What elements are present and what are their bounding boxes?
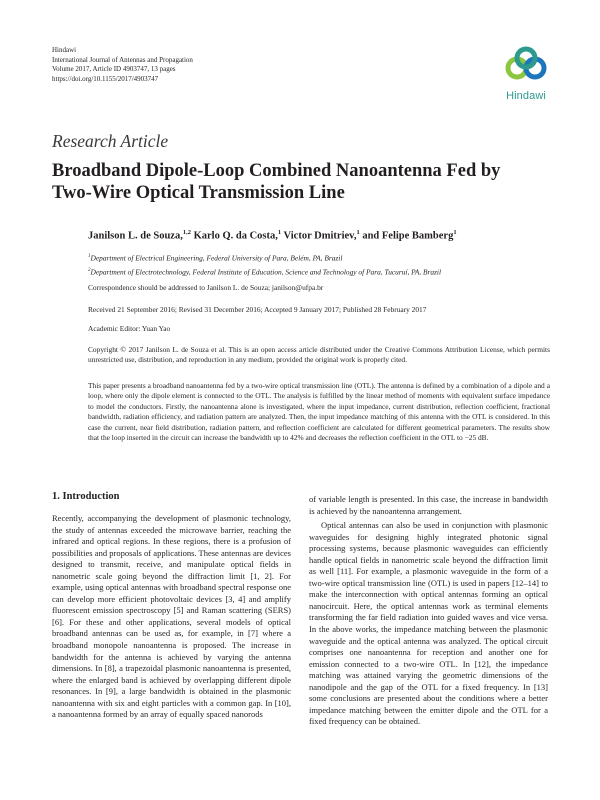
paragraph: Recently, accompanying the development of plasmonic technology, the study of antennas exceeded the microwave barrier, reaching the infrared and optical regions. In these regions, there is a profusion of possibilities and proposals of applications. These antennas are devices designed to transmit, receive, and manipulate optical fields in nanometric scale going beyond the diffraction limit [1, 2]. For example, using optical antennas with broadband spectral response one can develop more efficient photovoltaic devices [3, 4] and amplify fluorescent emission spectroscopy [5] and Raman scattering (SERS) [6]. For these and other applications, several models of optical broadband antennas can be used as, for example, in [7] where a broadband monopole nanoantenna is proposed. The increase in bandwidth for the antenna is achieved by varying the antenna dimensions. In [8], a trapezoidal plasmonic nanoantenna is presented, where the enlarged band is achieved by overlapping different dipole resonances. In [9], a large bandwidth is obtained in the plasmonic nanoantenna with six and eight particles with a common gap. In [10], a nanoantenna formed by an array of equally spaced nanorods bbox=[52, 513, 291, 720]
author-affiliation-mark: 1 bbox=[277, 229, 282, 236]
hindawi-logo-text: Hindawi bbox=[506, 90, 546, 102]
academic-editor: Academic Editor: Yuan Yao bbox=[88, 324, 171, 333]
title-line-2: Two-Wire Optical Transmission Line bbox=[52, 183, 345, 203]
affiliation-mark: 1 bbox=[88, 254, 91, 259]
affiliation-1 bbox=[88, 251, 548, 265]
volume-info: Volume 2017, Article ID 4903747, 13 pages bbox=[52, 65, 176, 74]
author-affiliation-mark: 1 bbox=[453, 229, 457, 236]
affiliation-text: Department of Electrotechnology, Federal Institute of Education, Science and Technology of Para, Tucuruí, PA, Brazil bbox=[90, 267, 442, 277]
correspondence: Correspondence should be addressed to Janilson L. de Souza; janilson@ufpa.br bbox=[88, 283, 324, 292]
journal-info bbox=[52, 46, 193, 84]
abstract: This paper presents a broadband nanoantenna fed by a two-wire optical transmission line (OTL). The antenna is defined by a combination of a dipole and a loop, where only the dipole element is connected to the OTL. The analysis is fulfilled by the linear method of moments with equivalent surface impedance to model the conductors. Firstly, the nanoantenna alone is investigated, where the input impedance, current distribution, reflection coefficient, fractional bandwidth, radiation efficiency, and radiation pattern are analyzed. Then, the input impedance matching of this antenna with the OTL is considered. In this case the current, near field distribution, radiation pattern, and reflection coefficient are calculated for different geometrical parameters. The results show that the loop inserted in the circuit can increase the bandwidth up to 42% and decreases the reflection coefficient in the OTL to −25 dB. bbox=[88, 381, 550, 443]
affiliation-mark: 2 bbox=[88, 267, 91, 273]
section-heading: 1. Introduction bbox=[52, 491, 120, 502]
author-affiliation-mark: 1 bbox=[356, 229, 360, 236]
doi-link[interactable]: https://doi.org/10.1155/2017/4903747 bbox=[52, 74, 159, 83]
author-list bbox=[88, 229, 457, 242]
affiliation-2 bbox=[88, 265, 548, 279]
author-name[interactable]: Janilson L. de Souza, bbox=[88, 230, 183, 242]
author-name[interactable]: Karlo Q. da Costa, bbox=[190, 230, 278, 242]
article-dates: Received 21 September 2016; Revised 31 December 2016; Accepted 9 January 2017; Published 28 February 2017 bbox=[88, 305, 427, 314]
publisher-name: Hindawi bbox=[52, 46, 77, 54]
journal-name: International Journal of Antennas and Propagation bbox=[52, 55, 193, 64]
paragraph: Optical antennas can also be used in conjunction with plasmonic waveguides for designing highly integrated photonic signal processing systems, because plasmonic waveguides can efficiently handle optical fields in nanometric scale beyond the diffraction limit as well [11]. For example, a plasmonic waveguide in the form of a two-wire optical transmission line (OTL) is used in papers [12–14] to make the interconnection with optical antennas forming an optical nanocircuit. Here, the optical antennas work as terminal elements transforming the far field radiation into guided waves and vice versa. In the above works, the impedance matching between the plasmonic waveguide and the optical antenna was analyzed. The optical circuit comprises one nanoantenna for reception and another one for emission connected to a two-wire OTL. In [12], the impedance matching was attained varying the geometric dimensions of the nanodipole and the gap of the OTL for a fixed frequency. In [13] some conclusions are presented about the conditions where a better impedance matching between the emitter dipole and the OTL for a fixed frequency can be obtained. bbox=[309, 520, 548, 727]
article-title bbox=[52, 160, 532, 204]
body-right-column bbox=[309, 494, 548, 728]
copyright-notice: Copyright © 2017 Janilson L. de Souza et al. This is an open access article distributed under the Creative Commons Attribution License, which permits unrestricted use, distribution, and reproduction in any medium, provided the original work is properly cited. bbox=[88, 345, 550, 365]
title-line-1: Broadband Dipole-Loop Combined Nanoantenna Fed by bbox=[52, 161, 501, 181]
affiliations bbox=[88, 251, 548, 278]
body-left-column bbox=[52, 513, 291, 721]
author-name[interactable]: Victor Dmitriev, bbox=[281, 230, 357, 242]
author-name[interactable]: and Felipe Bamberg bbox=[359, 230, 454, 242]
paragraph: of variable length is presented. In this case, the increase in bandwidth is achieved by the nanoantenna arrangement. bbox=[309, 494, 548, 516]
affiliation-text: Department of Electrical Engineering, Federal University of Para, Belém, PA, Brazil bbox=[90, 253, 343, 263]
author-affiliation-mark: 1,2 bbox=[182, 229, 191, 236]
article-type: Research Article bbox=[52, 131, 169, 151]
